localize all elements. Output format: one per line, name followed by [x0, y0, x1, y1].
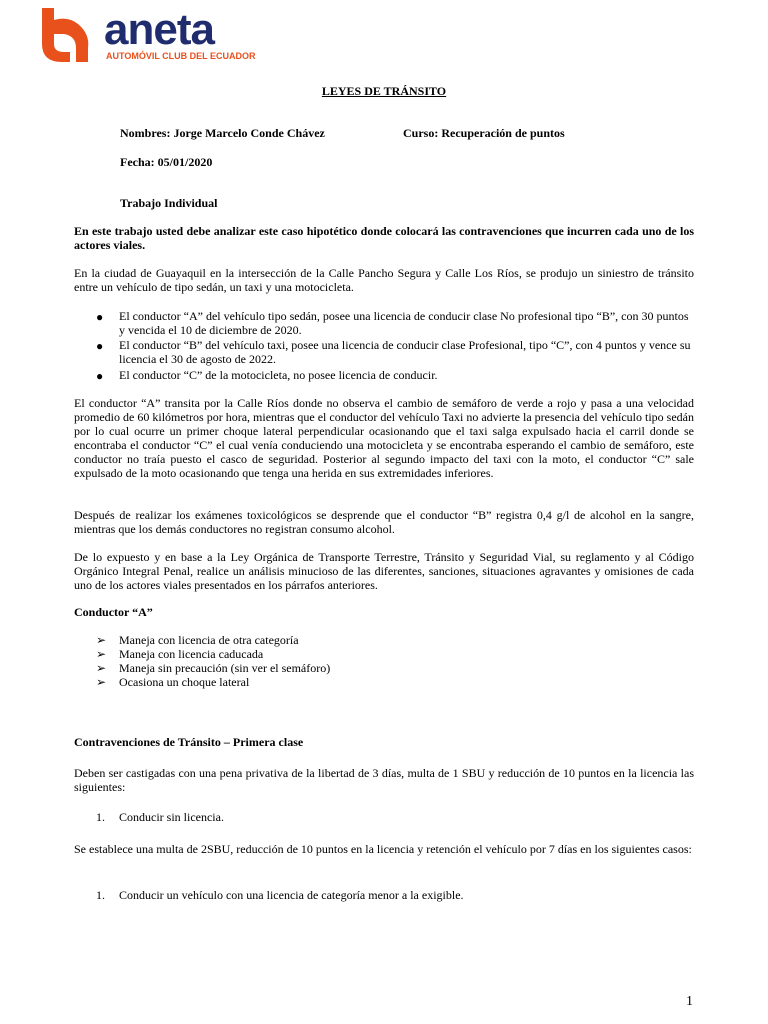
instructions-paragraph: De lo expuesto y en base a la Ley Orgánica de Transporte Terrestre, Tránsito y Seguridad Vial, su reglamento y al Código Orgánico Integral Penal, realice un análisis minucioso de las diferentes, sanciones, situaciones agravantes y omisiones de cada uno de los actores viales presentados en los párrafos anteriores. [74, 550, 694, 592]
driver-bullet-1: El conductor “A” del vehículo tipo sedán, posee una licencia de conducir clase No profesional tipo “B”, con 30 puntos y vencida el 10 de diciembre de 2020. [119, 309, 689, 337]
incident-paragraph: El conductor “A” transita por la Calle Ríos donde no observa el cambio de semáforo de verde a rojo y pasa a una velocidad promedio de 60 kilómetros por hora, mientras que el conductor del vehículo Taxi no advierte la presencia del vehículo tipo sedán por lo cual ocurre un primer choque lateral perpendicular ocasionando que el taxi salga expulsado hacia el carril donde se encontraba el conductor “C” el cual venía conduciendo una motocicleta y se encontraba esperando el cambio de semáforo, este conductor no traía puesto el casco de seguridad. Posterior al segundo impacto del taxi con la moto, el conductor “C” sale expulsado de la moto ocasionando que tenga una herida en sus extremidades inferiores. [74, 396, 694, 480]
toxicology-paragraph: Después de realizar los exámenes toxicológicos se desprende que el conductor “B” registra 0,4 g/l de alcohol en la sangre, mientras que los demás conductores no registran consumo alcohol. [74, 508, 694, 536]
fine-paragraph: Se establece una multa de 2SBU, reducción de 10 puntos en la licencia y retención el vehículo por 7 días en los siguientes casos: [74, 842, 692, 856]
contravention-heading: Contravenciones de Tránsito – Primera clase [74, 735, 304, 749]
arrow-bullet-icon: ➢ [96, 661, 107, 675]
driver-bullet-3: El conductor “C” de la motocicleta, no posee licencia de conducir. [119, 368, 438, 382]
first-class-paragraph: Deben ser castigadas con una pena privativa de la libertad de 3 días, multa de 1 SBU y reducción de 10 puntos en la licencia las siguientes: [74, 766, 694, 794]
bullet-dot: ● [96, 339, 104, 353]
driver-a-item-2: Maneja con licencia caducada [119, 647, 264, 661]
list1-item: Conducir sin licencia. [119, 810, 224, 824]
list2-item: Conducir un vehículo con una licencia de categoría menor a la exigible. [119, 888, 464, 902]
aneta-logo [38, 5, 256, 68]
document-date: Fecha: 05/01/2020 [120, 155, 213, 169]
work-type: Trabajo Individual [120, 196, 218, 210]
course-name: Curso: Recuperación de puntos [403, 126, 565, 140]
list1-number: 1. [96, 810, 105, 824]
arrow-bullet-icon: ➢ [96, 633, 107, 647]
aneta-logo-icon [38, 6, 100, 66]
arrow-bullet-icon: ➢ [96, 675, 107, 689]
driver-a-heading: Conductor “A” [74, 605, 153, 619]
driver-bullet-2: El conductor “B” del vehículo taxi, posee una licencia de conducir clase Profesional, tipo “C”, con 4 puntos y vence su licencia el 30 de agosto de 2022. [119, 338, 691, 366]
logo-subtitle: AUTOMÓVIL CLUB DEL ECUADOR [106, 51, 256, 61]
page-number: 1 [686, 994, 693, 1009]
case-paragraph: En la ciudad de Guayaquil en la intersección de la Calle Pancho Segura y Calle Los Ríos, se produjo un siniestro de tránsito entre un vehículo de tipo sedán, un taxi y una motocicleta. [74, 266, 694, 294]
arrow-bullet-icon: ➢ [96, 647, 107, 661]
driver-a-item-3: Maneja sin precaución (sin ver el semáforo) [119, 661, 331, 675]
student-name: Nombres: Jorge Marcelo Conde Chávez [120, 126, 325, 140]
list2-number: 1. [96, 888, 105, 902]
intro-paragraph: En este trabajo usted debe analizar este caso hipotético donde colocará las contravenciones que incurren cada uno de los actores viales. [74, 224, 694, 252]
driver-a-item-1: Maneja con licencia de otra categoría [119, 633, 299, 647]
document-title: LEYES DE TRÁNSITO [321, 84, 447, 98]
bullet-dot: ● [96, 369, 104, 383]
logo-wordmark: aneta [104, 5, 214, 54]
driver-a-item-4: Ocasiona un choque lateral [119, 675, 250, 689]
bullet-dot: ● [96, 310, 104, 324]
